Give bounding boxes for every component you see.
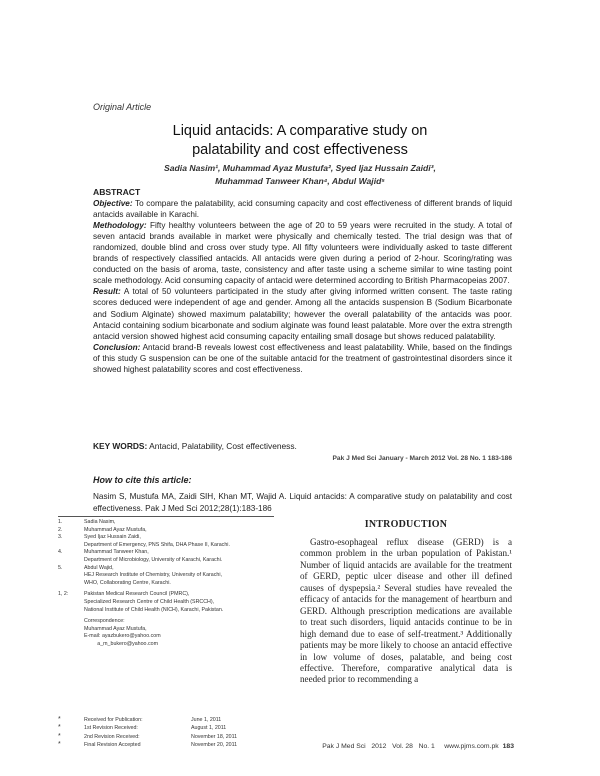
footnote-item: Department of Microbiology, University of Karachi, Karachi. xyxy=(84,556,223,563)
footnote-item: WHO, Collaborating Centre, Karachi. xyxy=(84,579,171,586)
keywords xyxy=(93,441,297,451)
footnote-item: E-mail: ayazbukero@yahoo.com xyxy=(84,633,161,640)
footnote-item: a_m_bukero@yahoo.com xyxy=(84,640,158,647)
date-row: * Received for Publication: June 1, 2011 xyxy=(58,716,222,723)
journal-citation-line: Pak J Med Sci January - March 2012 Vol. 28 No. 1 183-186 xyxy=(332,455,512,462)
footnote-item: HEJ Research Institute of Chemistry, University of Karachi, xyxy=(84,572,222,579)
footnote-item: Department of Emergency, PNS Shifa, DHA Phase II, Karachi. xyxy=(84,541,230,548)
methodology-text: Fifty healthy volunteers between the age of 20 to 59 years were recruited in the study. A total of seven antacid brands available in market were physically and chemically tested. The trial design was that of randomized, double blind and cross over study type. All fifty volunteers were individually asked to taste different brands of respectively classified antacids. All antacids were given during a period of 2-hour. Scoring/rating was conducted on the basis of aroma, taste, consistency and after taste using a scheme similar to wine tasting point scale methodology. Acid consuming capacity of antacid were determined according to British Pharmacopeias 2007. xyxy=(93,221,512,286)
footnote-item: 1, 2: Pakistan Medical Research Council (PMRC), xyxy=(58,591,190,598)
article-title xyxy=(93,122,507,160)
methodology-label: Methodology: xyxy=(93,221,147,231)
abstract-heading: ABSTRACT xyxy=(93,187,141,197)
conclusion-text: Antacid brand-B reveals lowest cost effectiveness and least palatability. While, based on the findings of this study G suspension can be one of the suitable antacid for the treatment of gastrointestinal disorders since it showed highest palatability scores and cost effectiveness. xyxy=(93,342,512,374)
abstract-methodology xyxy=(93,220,512,286)
page-number: 183 xyxy=(502,743,514,750)
footnote-item: 5. Abdul Wajid, xyxy=(58,564,114,571)
date-row: * 1st Revision Received: August 1, 2011 xyxy=(58,724,227,732)
keywords-text: Antacid, Palatability, Cost effectiveness. xyxy=(147,441,297,451)
result-text: A total of 50 volunteers participated in the study after giving informed written consent. The taste rating scores deduced were independent of age and gender. Among all the antacids suspension B (Sodium Bicarbonate and Sodium Alginate) showed maximum palatability; however the overall palatability of the antacids was poor. Antacid containing sodium bicarbonate and sodium alginate was found least palatable. More over the extra strength antacid version showed highest acid consuming capacity entailing small dosage but shows reduced palatability. xyxy=(93,287,512,341)
footnote-divider xyxy=(58,516,274,517)
abstract-conclusion xyxy=(93,342,512,375)
footnote-item: Muhammad Ayaz Mustufa, xyxy=(84,625,147,632)
abstract-result xyxy=(93,286,512,341)
author-list xyxy=(93,162,507,188)
cite-heading: How to cite this article: xyxy=(93,475,192,485)
footnote-item: 3. Syed Ijaz Hussain Zaidi, xyxy=(58,534,141,541)
abstract xyxy=(93,187,512,375)
result-label: Result: xyxy=(93,287,121,297)
revision-dates xyxy=(58,717,288,751)
bullet-icon: * xyxy=(58,724,61,732)
bullet-icon: * xyxy=(58,732,61,740)
footnote-item: 1. Sadia Nasim, xyxy=(58,519,116,525)
footnote-item: Correspondence: xyxy=(84,618,125,625)
title-line-1: Liquid antacids: A comparative study on xyxy=(172,123,428,139)
cite-text: Nasim S, Mustufa MA, Zaidi SIH, Khan MT, Wajid A. Liquid antacids: A comparative study on palatability and cost effectiveness. Pak J Med Sci 2012;28(1):183-186 xyxy=(93,492,512,513)
introduction-paragraph: Gastro-esophageal reflux disease (GERD) is a common problem in the urban population of Pakistan.¹ Number of liquid antacids are available for the treatment of GERD, peptic ulcer disease and other ill defined causes of dyspepsia.² Several studies have revealed the efficacy of antacids for the management of heartburn and GERD. Although prescription medications are available to treat such disorders, liquid antacids continue to be in high demand due to ease of self-treatment.³ Additionally patients may be more likely to choose an antacid effective in low volume of doses, palatable, and being cost effective. Therefore, comparative analytical data is needed prior to recommending a xyxy=(300,537,512,685)
abstract-objective xyxy=(93,198,512,220)
date-row: * Final Revision Accepted November 20, 2011 xyxy=(58,741,238,749)
article-type: Original Article xyxy=(93,102,152,112)
authors-line-1: Sadia Nasim¹, Muhammad Ayaz Mustufa², Syed Ijaz Hussain Zaidi³, xyxy=(164,163,436,173)
footnote-item: Specialized Research Centre of Child Health (SRCCH), xyxy=(84,598,215,605)
keywords-label: KEY WORDS: xyxy=(93,441,148,451)
footnote-item: National Institute of Child Health (NICH), Karachi, Pakistan. xyxy=(84,606,224,613)
footnote-item: 4. Muhammad Tanweer Khan, xyxy=(58,549,149,556)
footer-journal: Pak J Med Sci 2012 Vol. 28 No. 1 www.pjms.com.pk xyxy=(322,743,499,750)
objective-label: Objective: xyxy=(93,199,133,209)
introduction-body xyxy=(300,537,512,686)
bullet-icon: * xyxy=(58,716,61,723)
date-row: * 2nd Revision Received: November 18, 2011 xyxy=(58,732,238,740)
introduction-heading: INTRODUCTION xyxy=(364,519,448,530)
objective-text: To compare the palatability, acid consuming capacity and cost effectiveness of different brands of liquid antacids available in Karachi. xyxy=(93,199,512,220)
bullet-icon: * xyxy=(58,741,61,749)
footnotes xyxy=(58,519,278,649)
footnote-item: 2. Muhammad Ayaz Mustufa, xyxy=(58,526,147,533)
page-footer xyxy=(262,743,514,750)
title-line-2: palatability and cost effectiveness xyxy=(192,142,408,158)
conclusion-label: Conclusion: xyxy=(93,342,141,352)
authors-line-2: Muhammad Tanweer Khan⁴, Abdul Wajid⁵ xyxy=(215,176,385,186)
